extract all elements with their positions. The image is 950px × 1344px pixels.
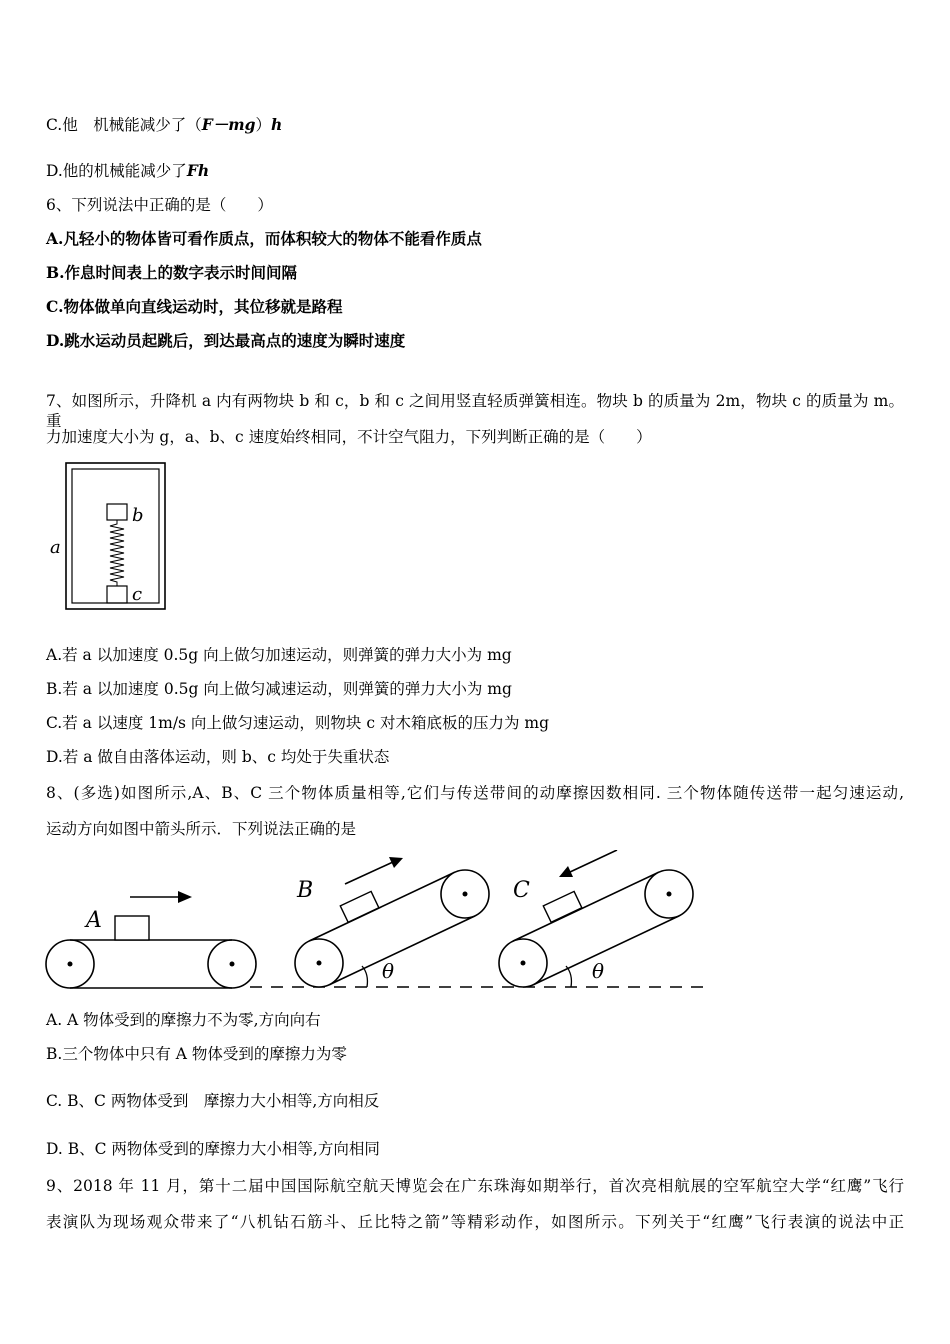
arrow-b [345,862,393,884]
angle-c: θ [592,959,605,983]
block-a [115,916,149,940]
label-B: B [297,878,314,903]
q5-option-c-close: ） [255,116,272,134]
q8-option-b: B.三个物体中只有 A 物体受到的摩擦力为零 [46,1045,347,1063]
label-c: c [132,584,143,605]
q6-stem: 6、下列说法中正确的是（ ） [46,196,273,214]
q5-option-c [46,115,282,135]
block-c [107,586,127,603]
q7-option-c: C.若 a 以速度 1m/s 向上做匀速运动，则物块 c 对木箱底板的压力为 mg [46,714,550,732]
q5-option-c-h: h [271,115,283,134]
q5-option-c-text: C.他 机械能减少了（ [46,116,202,134]
q8-stem-line2: 运动方向如图中箭头所示．下列说法正确的是 [46,820,357,838]
q9-line1: 9、2018 年 11 月，第十二届中国国际航空航天博览会在广东珠海如期举行，首次亮相航展的空军航空大学“红鹰”飞行 [46,1177,904,1195]
q7-stem-line2: 力加速度大小为 g，a、b、c 速度始终相同，不计空气阻力，下列判断正确的是（ ） [46,428,652,446]
angle-b: θ [382,959,395,983]
elevator-outer-wall [66,463,165,609]
elevator-inner-wall [72,469,159,603]
arrow-c [570,850,617,872]
q6-option-b: B.作息时间表上的数字表示时间间隔 [46,263,297,282]
q8-stem-line1: 8、(多选)如图所示,A、B、C 三个物体质量相等,它们与传送带间的动摩擦因数相同. 三个物体随传送带一起匀速运动, [46,784,904,802]
q7-option-d: D.若 a 做自由落体运动，则 b、c 均处于失重状态 [46,748,390,766]
q8-option-a: A. A 物体受到的摩擦力不为零,方向向右 [46,1011,321,1029]
q8-option-c: C. B、C 两物体受到 摩擦力大小相等,方向相反 [46,1092,380,1110]
q5-option-d-math: Fh [186,161,210,180]
spring [110,520,124,586]
q7-option-a: A.若 a 以加速度 0.5g 向上做匀加速运动，则弹簧的弹力大小为 mg [46,646,512,664]
conveyor-a [46,891,256,988]
q8-conveyor-figure [40,850,720,1000]
block-b [107,504,127,520]
q7-stem-line1: 7、如图所示，升降机 a 内有两物块 b 和 c，b 和 c 之间用竖直轻质弹簧相连。物块 b 的质量为 2m，物块 c 的质量为 m。重 [46,392,904,430]
q8-option-d: D. B、C 两物体受到的摩擦力大小相等,方向相同 [46,1140,380,1158]
q5-option-d-text: D.他的机械能减少了 [46,162,187,180]
label-A: A [86,908,102,933]
label-b: b [132,505,144,526]
conveyor-c [499,850,693,987]
q7-elevator-figure [44,460,174,615]
q6-option-c: C.物体做单向直线运动时，其位移就是路程 [46,297,343,316]
q6-option-d: D.跳水运动员起跳后，到达最高点的速度为瞬时速度 [46,331,406,350]
label-C: C [513,878,530,903]
q7-option-b: B.若 a 以加速度 0.5g 向上做匀减速运动，则弹簧的弹力大小为 mg [46,680,512,698]
q6-option-a: A.凡轻小的物体皆可看作质点，而体积较大的物体不能看作质点 [46,229,482,248]
conveyor-b [295,857,489,987]
q5-option-c-math: F－mg [201,115,256,134]
label-a: a [50,537,61,558]
q9-line2: 表演队为现场观众带来了“八机钻石筋斗、丘比特之箭”等精彩动作，如图所示。下列关于“红鹰”飞行表演的说法中正 [46,1213,904,1231]
q5-option-d [46,161,209,181]
